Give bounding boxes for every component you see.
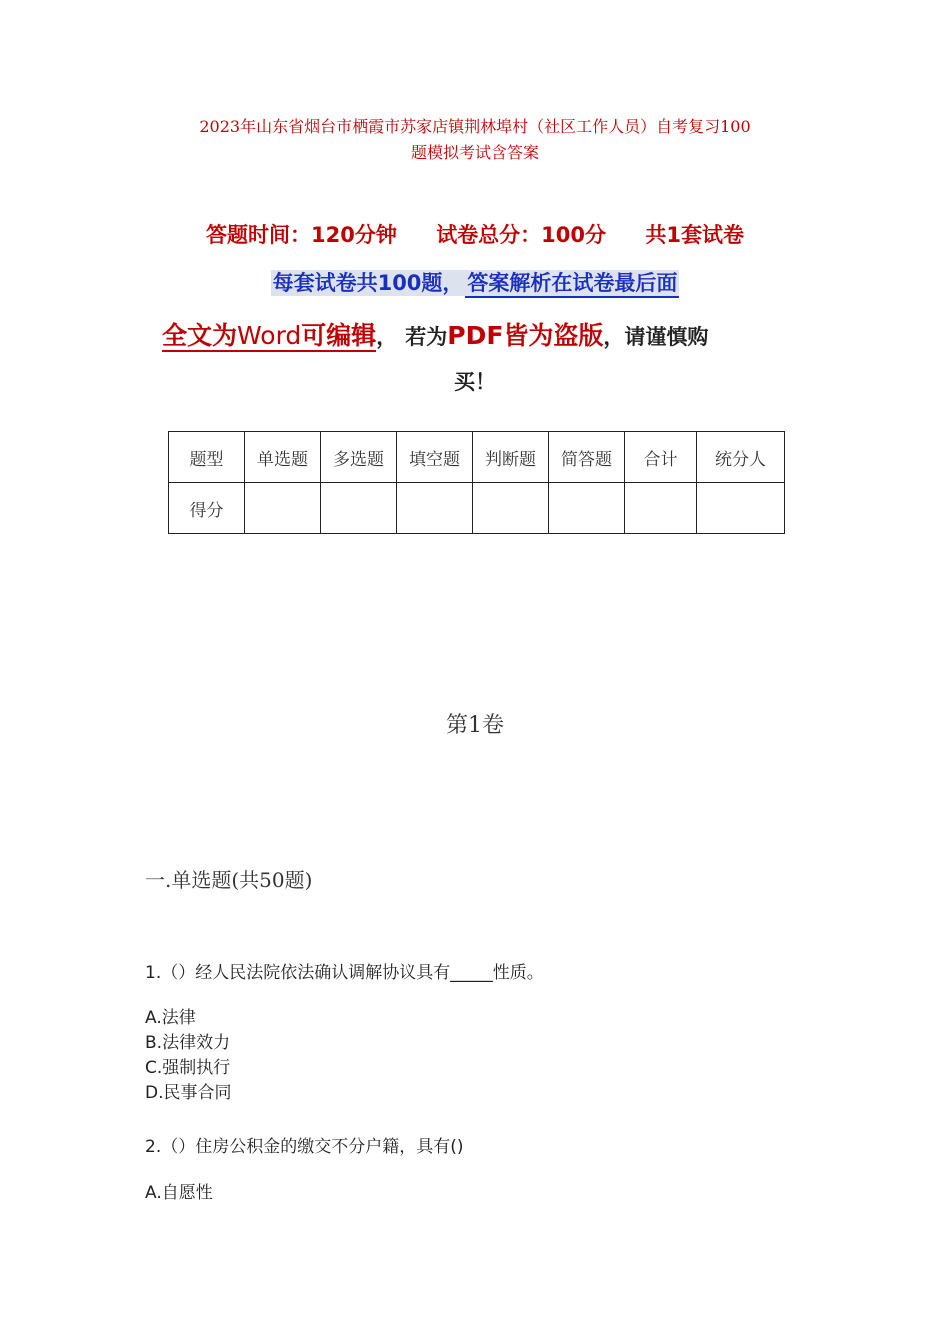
score-cell[interactable] [549,483,625,534]
document-title [120,114,830,166]
question-2-option-a: A.自愿性 [145,1183,213,1203]
volume-heading: 第1卷 [446,713,504,738]
score-header-cell: 判断题 [473,432,549,483]
section-title: 一.单选题(共50题) [145,868,313,892]
editable-notice [162,321,376,352]
question-2-stem: 2.（）住房公积金的缴交不分户籍，具有() [145,1137,464,1157]
score-header-cell: 填空题 [397,432,473,483]
careful-purchase-end: 买！ [454,370,496,394]
exam-time: 答题时间：120分钟 [206,223,397,247]
question-1-option-c: C.强制执行 [145,1058,231,1078]
score-header-cell: 统分人 [697,432,785,483]
score-cell[interactable] [625,483,697,534]
score-header-cell: 合计 [625,432,697,483]
notice-question-count: 每套试卷共100题， [272,271,464,295]
pdf-prefix: 若为 [405,325,448,349]
score-header-cell: 多选题 [321,432,397,483]
editable-text-a: 全文为 [162,321,238,350]
question-1-stem: 1.（）经人民法院依法确认调解协议具有_____性质。 [145,963,544,983]
warning-comma-2: ， [603,325,625,349]
score-cell[interactable] [697,483,785,534]
careful-purchase-text: 请谨慎购 [624,325,709,349]
score-row-label: 得分 [169,483,245,534]
pdf-piracy-text: PDF皆为盗版 [447,321,604,350]
score-cell[interactable] [321,483,397,534]
score-header-cell: 题型 [169,432,245,483]
answer-notice [0,267,950,297]
exam-info [0,219,950,249]
score-header-cell: 简答题 [549,432,625,483]
warning-comma-1: ， [376,325,398,349]
score-cell[interactable] [397,483,473,534]
title-line-1: 2023年山东省烟台市栖霞市苏家店镇荆林埠村（社区工作人员）自考复习100 [199,117,751,136]
question-1-option-b: B.法律效力 [145,1033,231,1053]
exam-set-count: 共1套试卷 [645,223,744,247]
piracy-warning [162,312,802,361]
score-table [168,431,785,534]
title-line-2: 题模拟考试含答案 [410,143,539,162]
notice-answer-location: 答案解析在试卷最后面 [465,270,679,298]
score-cell[interactable] [473,483,549,534]
editable-text-b: 可编辑 [301,321,377,350]
score-header-cell: 单选题 [245,432,321,483]
score-table-header-row [169,432,785,483]
question-1-option-a: A.法律 [145,1008,196,1028]
question-1-option-d: D.民事合同 [145,1083,232,1103]
editable-word: Word [237,321,302,350]
score-table-score-row [169,483,785,534]
score-cell[interactable] [245,483,321,534]
exam-total-score: 试卷总分：100分 [436,223,607,247]
